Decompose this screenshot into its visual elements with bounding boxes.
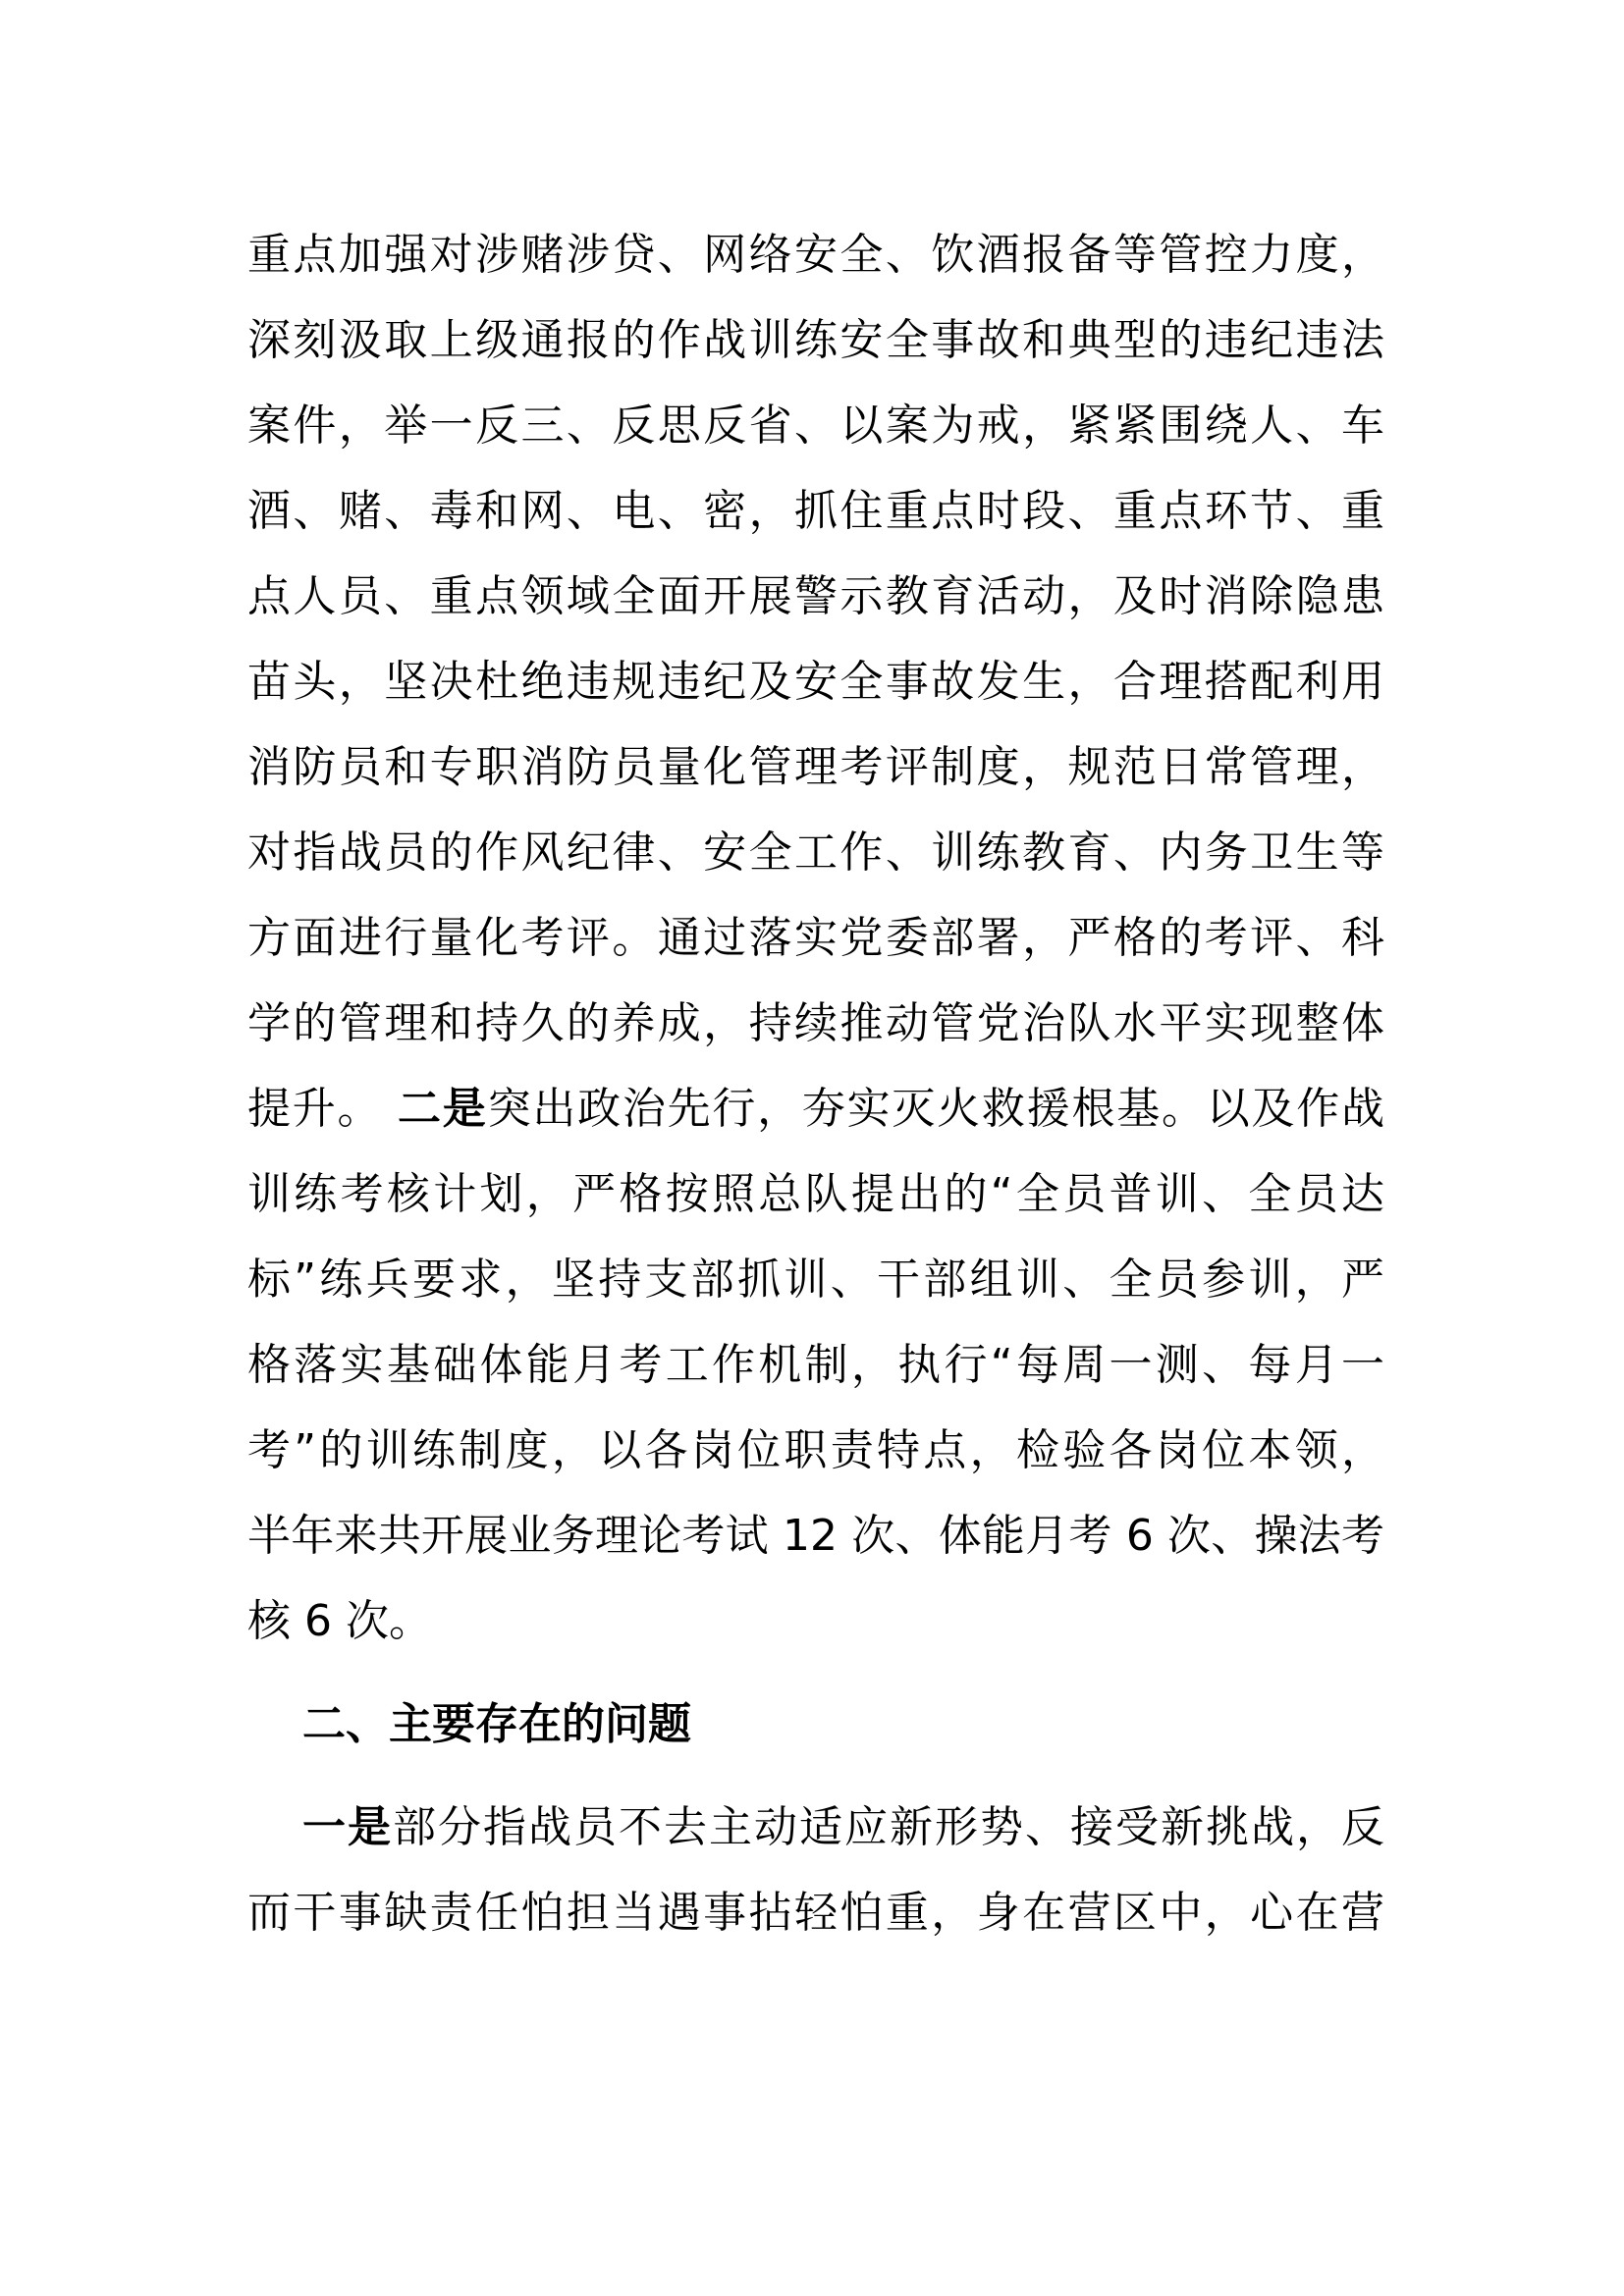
body-text-line: 学的管理和持久的养成，持续推动管党治队水平实现整体	[247, 998, 1384, 1048]
body-text-line: 消防员和专职消防员量化管理考评制度，规范日常管理，	[247, 742, 1384, 792]
body-text-line-mixed	[302, 1798, 1384, 1857]
body-text-line: 标”练兵要求，坚持支部抓训、干部组训、全员参训，严	[247, 1255, 1384, 1305]
body-text-line-mixed	[247, 1080, 1384, 1139]
body-text-line-last: 核 6 次。	[247, 1596, 432, 1646]
bold-label-er-shi: 二是	[398, 1084, 488, 1134]
line-prefix: 提升。	[247, 1084, 399, 1134]
body-text-line: 案件，举一反三、反思反省、以案为戒，紧紧围绕人、车	[247, 400, 1384, 451]
section-heading: 二、主要存在的问题	[302, 1699, 691, 1749]
line-suffix: 部分指战员不去主动适应新形势、接受新挑战，反	[393, 1802, 1384, 1852]
line-suffix: 突出政治先行，夯实灭火救援根基。以及作战	[487, 1084, 1385, 1134]
bold-label-yi-shi: 一是	[302, 1802, 393, 1852]
body-text-line: 半年来共开展业务理论考试 12 次、体能月考 6 次、操法考	[247, 1511, 1384, 1561]
body-text-line: 方面进行量化考评。通过落实党委部署，严格的考评、科	[247, 913, 1384, 963]
body-text-line: 苗头，坚决杜绝违规违纪及安全事故发生，合理搭配利用	[247, 657, 1384, 707]
body-text-line: 深刻汲取上级通报的作战训练安全事故和典型的违纪违法	[247, 315, 1384, 365]
body-text-line: 对指战员的作风纪律、安全工作、训练教育、内务卫生等	[247, 828, 1384, 878]
body-text-line: 格落实基础体能月考工作机制，执行“每周一测、每月一	[247, 1340, 1384, 1390]
body-text-line: 酒、赌、毒和网、电、密，抓住重点时段、重点环节、重	[247, 486, 1384, 536]
body-text-line: 重点加强对涉赌涉贷、网络安全、饮酒报备等管控力度，	[247, 230, 1384, 280]
body-text-line: 训练考核计划，严格按照总队提出的“全员普训、全员达	[247, 1169, 1384, 1219]
body-text-line: 点人员、重点领域全面开展警示教育活动，及时消除隐患	[247, 571, 1384, 621]
body-text-line: 考”的训练制度，以各岗位职责特点，检验各岗位本领，	[247, 1425, 1384, 1475]
body-text-line: 而干事缺责任怕担当遇事拈轻怕重，身在营区中，心在营	[247, 1888, 1384, 1938]
